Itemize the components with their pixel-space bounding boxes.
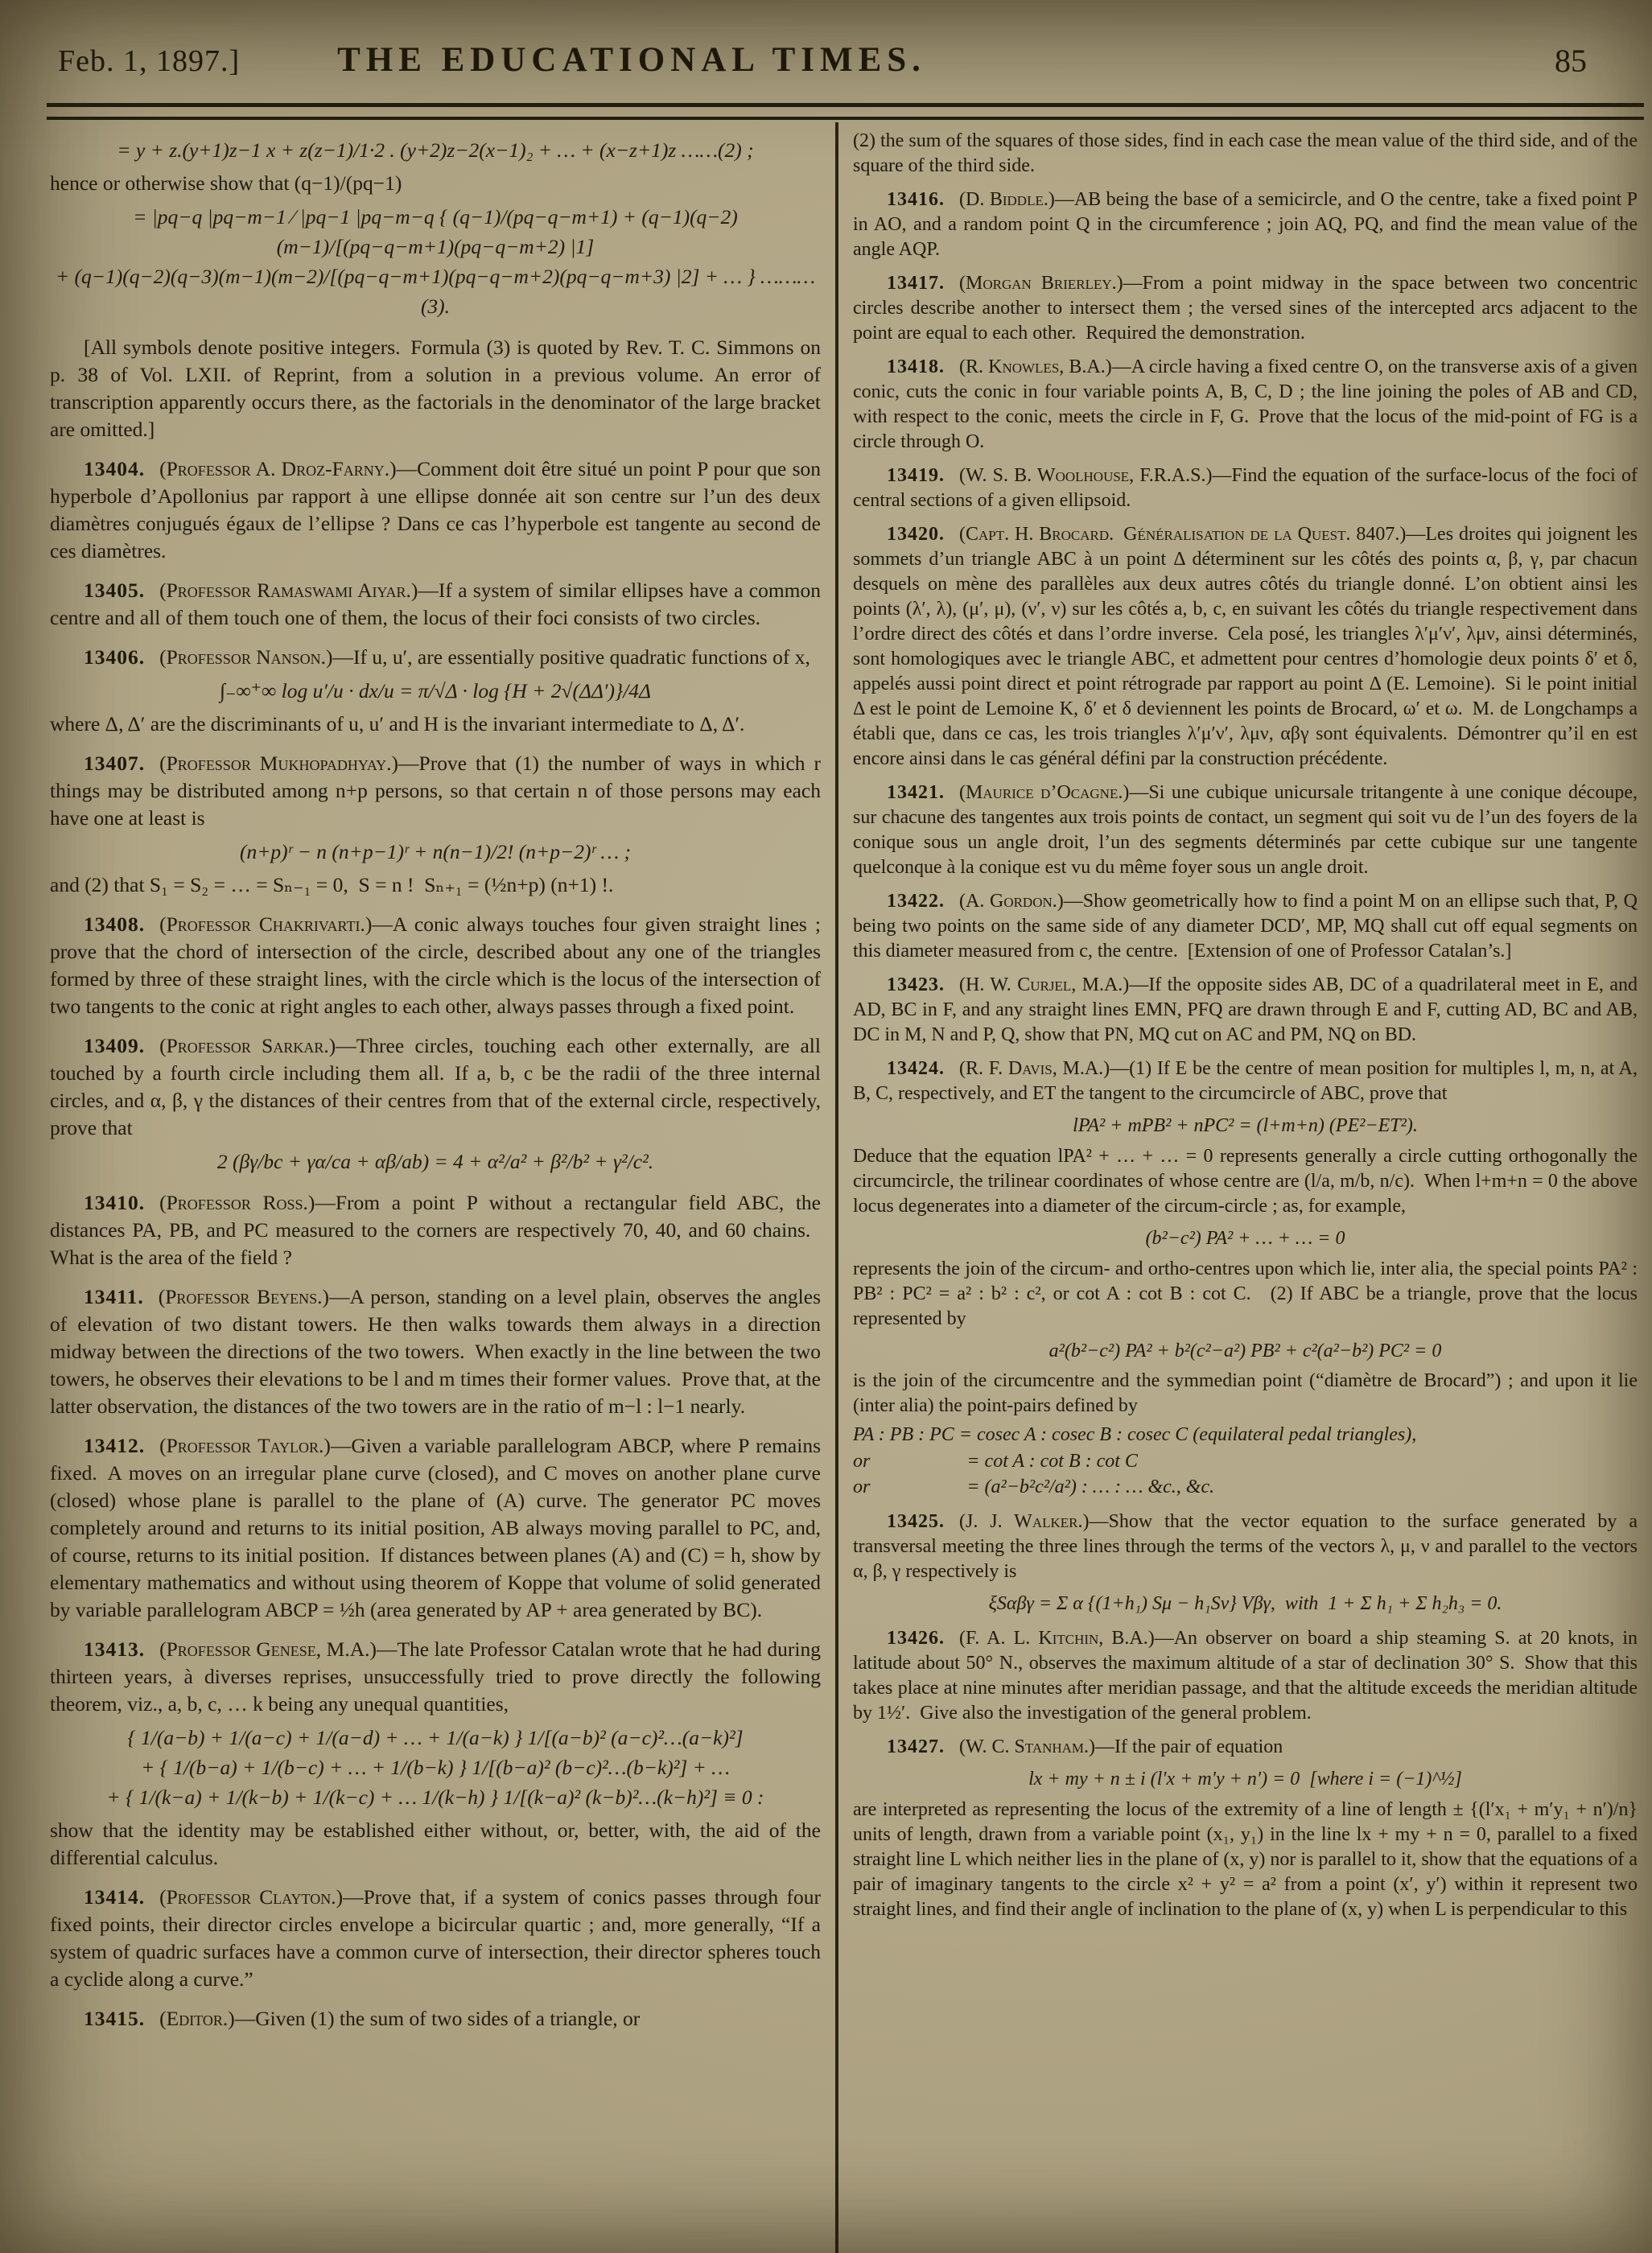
problem-13412 <box>50 1432 821 1624</box>
problem-author: (Professor Nanson.) <box>159 645 333 669</box>
problem-13422 <box>853 889 1638 964</box>
problem-text: —A circle having a fixed centre O, on the transverse axis of a given conic, cuts the conic in four variable points A, B, C, D ; the line joining the poles of AB and CD, with respect to the conic, meets the circle in F, G. Prove that the locus of the mid-point of FG is a circle through O. <box>853 356 1638 452</box>
problem-13417 <box>853 271 1638 346</box>
problem-author: (Capt. H. Brocard. Généralisation de la Quest. 8407.) <box>959 524 1407 545</box>
problem-13425 <box>853 1510 1638 1618</box>
problem-text: are interpreted as representing the locus of the extremity of a line of length ± {(l′x₁ + m′y₁ + n′)/n} units of length, drawn from a variable point (x₁, y₁) in the line lx + my + n = 0, parallel to a fixed straight line L which neither lies in the plane of (x, y) nor is parallel to it, show that the equations of a pair of imaginary tangents to the circle x² + y² = a² from a point (x′, y′) within it represent two straight lines, and find their angle of inclination to the plane of (x, y) when L is perpendicular to this <box>853 1799 1638 1921</box>
problem-author: (Professor Taylor.) <box>159 1433 331 1457</box>
problem-text: —Given a variable parallelogram ABCP, where P remains fixed. A moves on an irregular plane curve (closed), and C moves on another plane curve (closed) whose plane is parallel to the plane of (A) curve. The generator PC moves completely around and returns to its initial position, AB always moving parallel to PC, and, of course, returns to its initial position. If distances between planes (A) and (C) = h, show by elementary mathematics and without using theorem of Koppe that volume of solid generated by variable parallelogram ABCP = ½h (area generated by AP + area generated by BC). <box>50 1433 821 1621</box>
problem-text: —Show geometrically how to find a point M on an ellipse such that, P, Q being two points on the same side of any diameter DCD′, MP, MQ shall cut off equal segments on this diameter measured from c, the centre. [Extension of one of Professor Catalan’s.] <box>853 891 1638 962</box>
problem-number: 13417. <box>887 273 945 294</box>
formula-line: or = cot A : cot B : cot C <box>853 1450 1138 1472</box>
problem-13418 <box>853 355 1638 455</box>
problem-text: hence or otherwise show that (q−1)/(pq−1) <box>50 171 402 195</box>
problem-number: 13411. <box>84 1284 144 1308</box>
display-formula <box>853 1337 1638 1365</box>
problem-author: (A. Gordon.) <box>959 891 1064 912</box>
problem-author: (Professor Sarkar.) <box>159 1033 336 1057</box>
problem-13413 <box>50 1636 821 1872</box>
problem-text: where Δ, Δ′ are the discriminants of u, u′ and H is the invariant intermediate to Δ, Δ′. <box>50 711 745 735</box>
problem-number: 13414. <box>84 1884 146 1909</box>
problem-text: —A conic always touches four given straight lines ; prove that the chord of intersection of the circle, described about any one of the triangles formed by three of these straight lines, with the circle which is the locus of the intersection of two tangents to the conic at right angles to each other, always passes through a fixed point. <box>50 912 821 1018</box>
problem-13404 <box>50 455 821 565</box>
formula-line: + { 1/(k−a) + 1/(k−b) + 1/(k−c) + … 1/(k−h) } 1/[(k−a)² (k−b)²…(k−h)²] ≡ 0 : <box>106 1785 764 1809</box>
problem-number: 13408. <box>84 912 146 936</box>
problem-text: Deduce that the equation lPA² + … + … = 0 represents generally a circle cutting orthogonally the circumcircle, the trilinear coordinates of whose centre are (l/a, m/b, n/c). When l+m+n = 0 the above locus degenerates into a diameter of the circum-circle ; as, for example, <box>853 1145 1638 1217</box>
problem-author: (H. W. Curjel, M.A.) <box>959 974 1130 995</box>
problem-number: 13418. <box>887 356 945 377</box>
formula-line: + (q−1)(q−2)(q−3)(m−1)(m−2)/[(pq−q−m+1)(pq−q−m+2)(pq−q−m+3) |2] + … } ………(3). <box>55 264 816 318</box>
formula-line: 2 (βγ/bc + γα/ca + αβ/ab) = 4 + α²/a² + β²/b² + γ²/c². <box>216 1149 654 1173</box>
problem-author: (Professor Clayton.) <box>159 1884 344 1909</box>
problem-text: —From a point midway in the space between two concentric circles describe another to intersect them ; the versed sines of the intercepted arcs adjacent to the point are equal to each other. Required the demonstration. <box>853 273 1638 344</box>
formula-line: ξSαβγ = Σ α {(1+h₁) Sμ − h₁Sν} Vβγ, with 1 + Σ h₁ + Σ h₂h₃ = 0. <box>988 1592 1502 1614</box>
problem-text: —Three circles, touching each other externally, are all touched by a fourth circle including them all. If a, b, c be the radii of the three internal circles, and α, β, γ the distances of their centres from that of the external circle, respectively, prove that <box>50 1033 821 1139</box>
problem-text: —AB being the base of a semicircle, and O the centre, take a fixed point P in AO, and a random point Q in the circumference ; join AQ, PQ, and find the mean value of the angle AQP. <box>853 189 1638 260</box>
problem-text: —If a system of similar ellipses have a common centre and all of them touch one of them, the locus of their foci consists of two circles. <box>50 578 821 629</box>
problem-author: (Professor Mukhopadhyay.) <box>159 751 399 775</box>
problem-number: 13419. <box>887 465 945 486</box>
problem-text: and (2) that S₁ = S₂ = … = Sₙ₋₁ = 0, S = n ! Sₙ₊₁ = (½n+p) (n+1) !. <box>50 872 614 896</box>
page-number: 85 <box>1555 43 1587 79</box>
problem-13420 <box>853 522 1638 772</box>
problem-13408 <box>50 911 821 1020</box>
problem-text: —Prove that, if a system of conics passes through four fixed points, their director circles envelope a bicircular quartic ; and, more generally, “If a system of quadric surfaces have a common curve of intersection, their director spheres touch a cyclide along a curve.” <box>50 1884 821 1991</box>
problem-number: 13416. <box>887 189 945 210</box>
problem-number: 13406. <box>84 645 146 669</box>
problem-text: —Find the equation of the surface-locus of the foci of central sections of a given ellipsoid. <box>853 465 1638 511</box>
problem-author: (Professor Ramaswami Aiyar.) <box>159 578 418 602</box>
problem-author: (Professor Beyens.) <box>158 1284 330 1308</box>
problem-13419 <box>853 463 1638 513</box>
issue-date: Feb. 1, 1897.] <box>58 44 241 78</box>
problem-author: (Professor Chakrivarti.) <box>159 912 373 936</box>
text-block <box>50 334 821 443</box>
problem-text: —If the opposite sides AB, DC of a quadrilateral meet in E, and AD, BC in F, and any straight lines EMN, PFQ are drawn through E and F, cutting AD, BC and AB, DC in M, N and P, Q, show that PN, MQ cut on AC and PM, NQ on BD. <box>853 974 1638 1045</box>
problem-text: is the join of the circumcentre and the symmedian point (“diamètre de Brocard”) ; and upon it lie (inter alia) the point-pairs defined by <box>853 1370 1638 1417</box>
display-formula <box>50 1147 821 1177</box>
problem-13406 <box>50 644 821 738</box>
problem-text: —(1) If E be the centre of mean position for multiples l, m, n, at A, B, C, respectively, and ET the tangent to the circumcircle of ABC, prove that <box>853 1058 1638 1104</box>
display-formula <box>50 1724 821 1813</box>
problem-13426 <box>853 1626 1638 1726</box>
problem-number: 13405. <box>84 578 146 602</box>
problem-number: 13423. <box>887 974 945 995</box>
display-formula <box>853 1225 1638 1253</box>
problem-13421 <box>853 781 1638 880</box>
problem-number: 13422. <box>887 891 945 912</box>
problem-text: —Les droites qui joignent les sommets d’un triangle ABC à un point Δ déterminent sur les côtés des points α, β, γ, par chacun desquels on mène des parallèles aux deux autres côtés du triangle donné. L’on obtient ainsi les points (λ′, λ), (μ′, μ), (ν′, ν) sur les côtés a, b, c, en suivant les côtés du triangle respectivement dans l’ordre direct des côtés et dans l’ordre inverse. Cela posé, les triangles λ′μ′ν′, λμν, ainsi déterminés, sont homologiques avec le triangle ABC, et admettent pour centres d’homologie deux points δ′ et δ, appelés aussi point direct et point rétrograde par rapport au point Δ (E. Lemoine). Si le point initial Δ est le point de Lemoine K, δ′ et δ deviennent les points de Brocard, ω′ et ω. M. de Longchamps a établi que, dans ce cas, les trois triangles λ′μ′ν′, λμν, αβγ sont équivalents. Démontrer qu’il en est encore ainsi dans le cas général défini par la construction précédente. <box>853 524 1638 769</box>
problem-author: (D. Biddle.) <box>959 189 1055 210</box>
text-block <box>50 136 821 322</box>
formula-line: (b²−c²) PA² + … + … = 0 <box>1145 1227 1345 1249</box>
problem-number: 13413. <box>84 1637 146 1661</box>
problem-text: —Given (1) the sum of two sides of a triangle, or <box>234 2006 641 2030</box>
display-formula <box>50 203 821 322</box>
display-formula <box>853 1112 1638 1140</box>
problem-number: 13409. <box>84 1033 146 1057</box>
problem-text: —If the pair of equation <box>1095 1736 1283 1758</box>
problem-author: (Maurice d’Ocagne.) <box>959 782 1130 803</box>
columns-container <box>37 122 1642 2253</box>
problem-author: (R. F. Davis, M.A.) <box>959 1058 1110 1079</box>
problem-text: —Prove that (1) the number of ways in which r things may be distributed among n+p persons, so that certain n of those persons may each have one at least is <box>50 751 821 830</box>
display-formula <box>50 136 821 166</box>
formula-line: ∫₋∞⁺∞ log u′/u · dx/u = π/√Δ · log {H + 2√(ΔΔ′)}/4Δ <box>220 678 651 702</box>
problem-13415 <box>50 2005 821 2033</box>
problem-author: (Morgan Brierley.) <box>959 273 1123 294</box>
problem-13416 <box>853 187 1638 262</box>
problem-text: represents the join of the circum- and ortho-centres upon which lie, inter alia, the special points PA² : PB² : PC² = a² : b² : c², or cot A : cot B : cot C. <box>853 1258 1638 1304</box>
header-rule <box>47 103 1644 120</box>
problem-author: (W. S. B. Woolhouse, F.R.A.S.) <box>959 465 1213 486</box>
formula-line: = y + z.(y+1)z−1 x + z(z−1)/1·2 . (y+2)z−2(x−1)₂ + … + (x−z+1)z ……(2) ; <box>117 138 754 162</box>
problem-13410 <box>50 1189 821 1271</box>
problem-text: —Show that the vector equation to the surface generated by a transversal meeting the three lines through the terms of the vectors λ, μ, ν and parallel to the vectors α, β, γ respectively is <box>853 1510 1638 1582</box>
equation-lines <box>853 1422 1638 1500</box>
problem-text: [All symbols denote positive integers. Formula (3) is quoted by Rev. T. C. Simmons on p. 38 of Vol. LXII. of Reprint, from a solution in a previous volume. An error of transcription apparently occurs there, as the factorials in the denominator of the large bracket are omitted.] <box>50 335 821 441</box>
display-formula <box>50 838 821 867</box>
problem-author: (Editor.) <box>159 2006 235 2030</box>
problem-13409 <box>50 1032 821 1177</box>
formula-line: lx + my + n ± i (l′x + m′y + n′) = 0 [where i = (−1)^½] <box>1028 1769 1462 1790</box>
problem-author: (Professor A. Droz-Farny.) <box>159 456 397 480</box>
problem-number: 13426. <box>887 1628 945 1650</box>
problem-number: 13425. <box>887 1510 945 1532</box>
problem-text: —The late Professor Catalan wrote that he had during thirteen years, à diverses reprises, unsuccessfully tried to prove directly the following theorem, viz., a, b, c, … k being any unequal quantities, <box>50 1637 821 1715</box>
problem-number: 13412. <box>84 1433 146 1457</box>
masthead-title: THE EDUCATIONAL TIMES. <box>337 41 926 79</box>
formula-line: a²(b²−c²) PA² + b²(c²−a²) PB² + c²(a²−b²) PC² = 0 <box>1048 1340 1442 1361</box>
display-formula <box>50 677 821 706</box>
problem-text: —An observer on board a ship steaming S. at 20 knots, in latitude about 50° N., observes the maximum altitude of a star of declination 30° S. Show that this takes place at nine minutes after meridian passage, and that the altitude exceeds the meridian altitude by 1½′. Give also the investigation of the general problem. <box>853 1628 1638 1724</box>
formula-line: (n+p)ʳ − n (n+p−1)ʳ + n(n−1)/2! (n+p−2)ʳ … ; <box>239 839 632 863</box>
problem-author: (Professor Ross.) <box>159 1190 315 1214</box>
formula-line: PA : PB : PC = cosec A : cosec B : cosec C (equilateral pedal triangles), <box>853 1424 1417 1446</box>
problem-13424 <box>853 1056 1638 1501</box>
problem-text: (2) the sum of the squares of those sides, find in each case the mean value of the third side, and of the square of the third side. <box>853 130 1638 176</box>
problem-number: 13404. <box>84 456 146 480</box>
problem-13405 <box>50 577 821 632</box>
problem-number: 13421. <box>887 782 945 803</box>
display-formula <box>853 1765 1638 1794</box>
problem-text: —From a point P without a rectangular field ABC, the distances PA, PB, and PC measured to the corners are respectively 70, 40, and 60 chains. What is the area of the field ? <box>50 1190 821 1269</box>
problem-author: (J. J. Walker.) <box>959 1510 1090 1532</box>
formula-line: lPA² + mPB² + nPC² = (l+m+n) (PE²−ET²). <box>1073 1115 1418 1136</box>
problem-text: —If u, u′, are essentially positive quadratic functions of x, <box>332 645 810 669</box>
formula-line: = |pq−q |pq−m−1 ∕ |pq−1 |pq−m−q { (q−1)/(pq−q−m+1) + (q−1)(q−2)(m−1)/[(pq−q−m+1)(pq−q−m+2) |1] <box>133 204 738 258</box>
left-column <box>37 122 835 2253</box>
problem-13423 <box>853 973 1638 1048</box>
problem-text: (2) If ABC be a triangle, prove that the locus represented by <box>853 1283 1638 1329</box>
problem-author: (W. C. Stanham.) <box>959 1736 1096 1758</box>
problem-text: —Comment doit être situé un point P pour que son hyperbole d’Apollonius par rapport à une ellipse donnée ait son centre sur l’un des deux diamètres conjugués égaux de l’ellipse ? Dans ce cas l’hyperbole est tangente au second de ces diamètres. <box>50 456 821 562</box>
problem-text: show that the identity may be established either without, or, better, with, the aid of the differential calculus. <box>50 1818 821 1869</box>
problem-number: 13427. <box>887 1736 945 1758</box>
problem-13414 <box>50 1884 821 1993</box>
text-block <box>853 129 1638 179</box>
formula-line: + { 1/(b−a) + 1/(b−c) + … + 1/(b−k) } 1/[(b−a)² (b−c)²…(b−k)²] + … <box>141 1755 730 1779</box>
problem-number: 13410. <box>84 1190 146 1214</box>
problem-number: 13424. <box>887 1058 945 1079</box>
problem-text: —A person, standing on a level plain, observes the angles of elevation of two distant towers. He then walks towards them always in a direction midway between the directions of the two towers. When exactly in the line between the two towers, he observes their elevations to be l and m times their former values. Prove that, at the latter observation, the distances of the two towers are in the ratio of m−l : l−1 nearly. <box>50 1284 821 1418</box>
display-formula <box>853 1590 1638 1618</box>
problem-number: 13407. <box>84 751 146 775</box>
problem-author: (F. A. L. Kitchin, B.A.) <box>959 1628 1155 1650</box>
problem-13411 <box>50 1283 821 1420</box>
problem-number: 13415. <box>84 2006 146 2030</box>
problem-text: —Si une cubique unicursale tritangente à une conique découpe, sur chacune des tangentes aux trois points de contact, un segment qui soit vu de l’un des foyers de la conique sous un angle droit, l’un des segments déterminés par cette cubique sur une tangente quelconque à la conique est vu du même foyer sous un angle droit. <box>853 782 1638 878</box>
problem-13407 <box>50 750 821 899</box>
problem-author: (Professor Genese, M.A.) <box>159 1637 377 1661</box>
formula-line: { 1/(a−b) + 1/(a−c) + 1/(a−d) + … + 1/(a−k) } 1/[(a−b)² (a−c)²…(a−k)²] <box>127 1725 744 1749</box>
formula-line: or = (a²−b²c²/a²) : … : … &c., &c. <box>853 1477 1215 1498</box>
right-column <box>838 122 1642 2253</box>
problem-13427 <box>853 1735 1638 1922</box>
problem-number: 13420. <box>887 524 945 545</box>
problem-author: (R. Knowles, B.A.) <box>959 356 1112 377</box>
